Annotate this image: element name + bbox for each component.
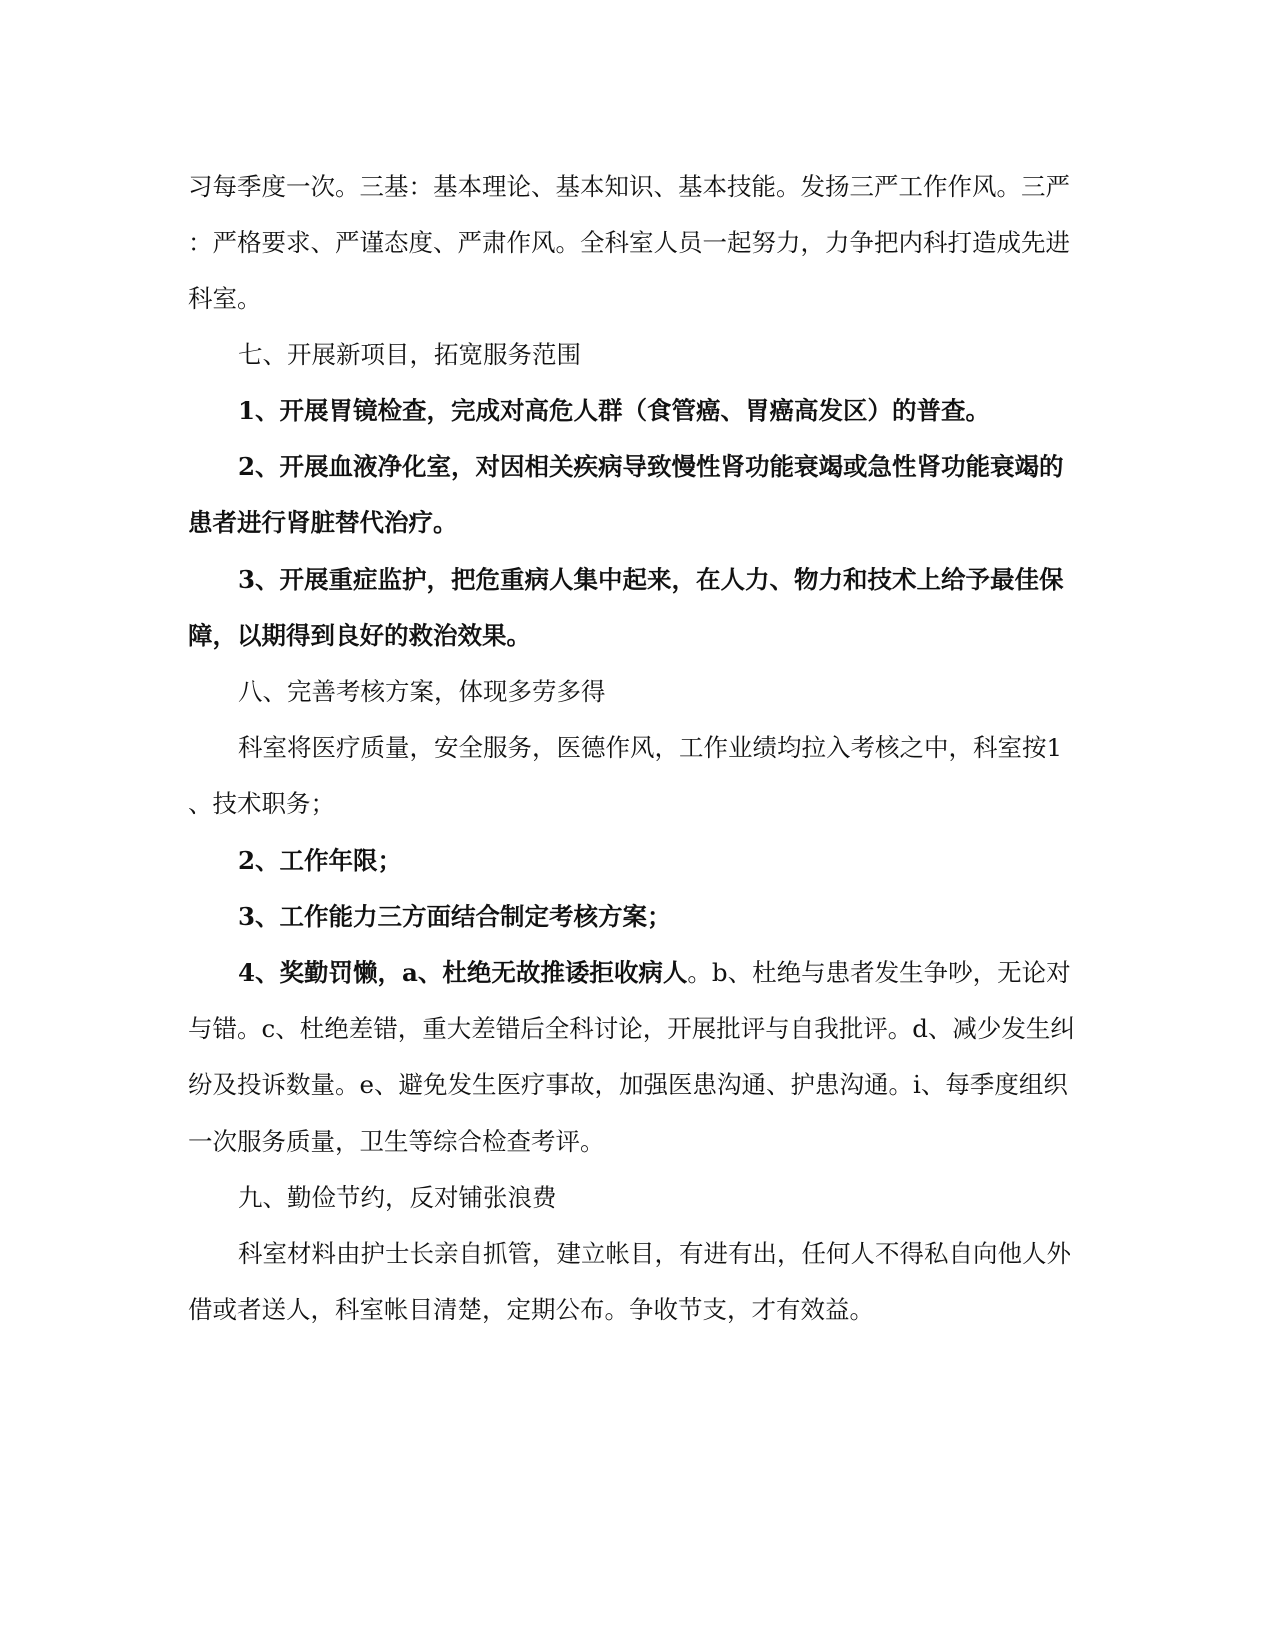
text-line: 科室。: [188, 284, 262, 313]
text-line: ：严格要求、严谨态度、严肃作风。全科室人员一起努力，力争把内科打造成先进: [188, 228, 1070, 257]
text-line: 借或者送人，科室帐目清楚，定期公布。争收节支，才有效益。: [188, 1295, 874, 1324]
list-item-2: 2、开展血液净化室，对因相关疾病导致慢性肾功能衰竭或急性肾功能衰竭的: [238, 452, 1064, 481]
list-item-2-cont: 患者进行肾脏替代治疗。: [188, 508, 458, 537]
list-item-3-ability: 3、工作能力三方面结合制定考核方案；: [238, 902, 672, 931]
list-item-1: 1、开展胃镜检查，完成对高危人群（食管癌、胃癌高发区）的普查。: [238, 396, 991, 425]
list-item-3-cont: 障，以期得到良好的救治效果。: [188, 621, 531, 650]
list-item-4-rest: 。b、杜绝与患者发生争吵，无论对: [687, 958, 1071, 987]
list-item-2-years: 2、工作年限；: [238, 846, 403, 875]
list-item-3: 3、开展重症监护，把危重病人集中起来，在人力、物力和技术上给予最佳保: [238, 565, 1064, 594]
list-item-4-bold: 4、奖勤罚懒，a、杜绝无故推诿拒收病人: [238, 958, 688, 987]
section-heading-8: 八、完善考核方案，体现多劳多得: [238, 677, 606, 706]
section-heading-9: 九、勤俭节约，反对铺张浪费: [238, 1183, 557, 1212]
section-heading-7: 七、开展新项目，拓宽服务范围: [238, 340, 581, 369]
text-line: 科室材料由护士长亲自抓管，建立帐目，有进有出，任何人不得私自向他人外: [238, 1239, 1071, 1268]
text-line: 与错。c、杜绝差错，重大差错后全科讨论，开展批评与自我批评。d、减少发生纠: [188, 1014, 1075, 1043]
text-line: 、技术职务；: [188, 789, 335, 818]
text-line: 科室将医疗质量，安全服务，医德作风，工作业绩均拉入考核之中，科室按1: [238, 733, 1063, 762]
text-line: 一次服务质量，卫生等综合检查考评。: [188, 1127, 605, 1156]
text-line: 习每季度一次。三基：基本理论、基本知识、基本技能。发扬三严工作作风。三严: [188, 172, 1070, 201]
list-item-4: [238, 958, 1071, 988]
text-line: 纷及投诉数量。e、避免发生医疗事故，加强医患沟通、护患沟通。i、每季度组织: [188, 1070, 1068, 1099]
